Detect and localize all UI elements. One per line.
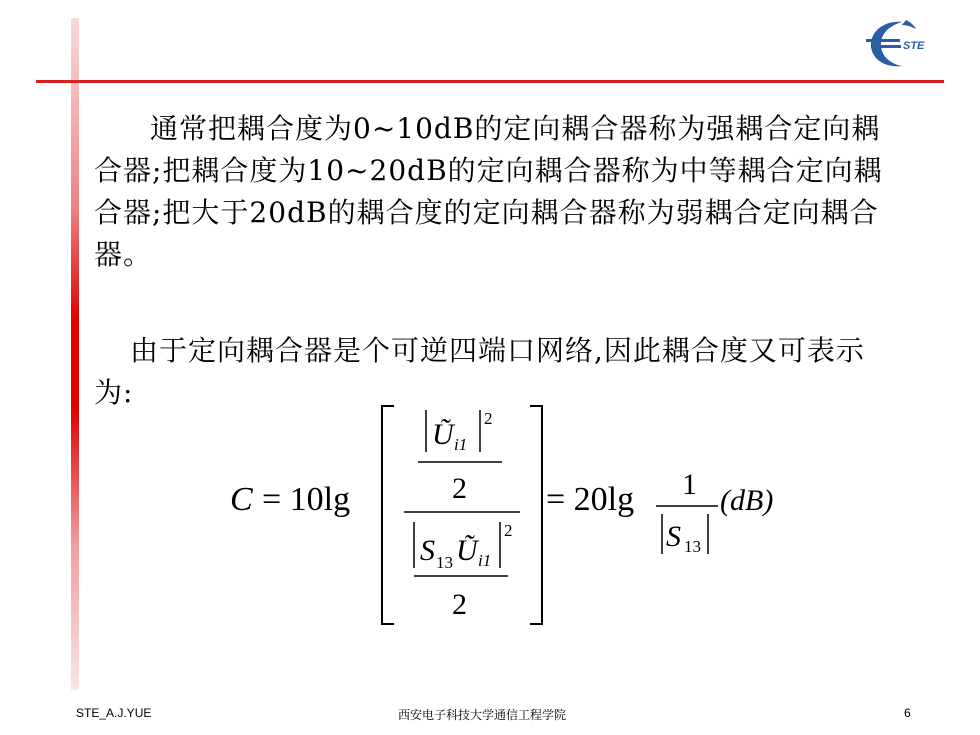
svg-text:2: 2 (452, 472, 467, 505)
footer-institution: 西安电子科技大学通信工程学院 (398, 708, 567, 722)
footer-author: STE_A.J.YUE (76, 706, 152, 720)
logo-text: STE (903, 40, 925, 52)
svg-text:Ũ: Ũ (432, 418, 454, 451)
paragraph1-text: 通常把耦合度为0~10dB的定向耦合器称为强耦合定向耦合器;把耦合度为10~20dB的定向耦合器称为中等耦合定向耦合器;把大于20dB的耦合度的定向耦合器称为弱耦合定向耦合器。 (94, 112, 883, 271)
svg-text:S: S (666, 520, 681, 553)
svg-text:1: 1 (682, 468, 697, 501)
svg-text:2: 2 (452, 588, 467, 621)
paragraph2-text: 由于定向耦合器是个可逆四端口网络,因此耦合度又可表示为: (94, 334, 865, 409)
paragraph-coupling-classification (94, 108, 894, 276)
svg-text:i1: i1 (478, 551, 492, 570)
svg-text:2: 2 (484, 409, 493, 428)
svg-text:S: S (420, 534, 435, 567)
svg-text:C: C (230, 481, 253, 518)
svg-text:2: 2 (504, 521, 513, 540)
svg-text:Ũ: Ũ (456, 534, 478, 567)
svg-text:(dB): (dB) (720, 484, 774, 517)
coupling-formula (230, 402, 810, 634)
svg-text:i1: i1 (454, 435, 468, 454)
formula-svg (230, 402, 810, 634)
ste-logo (862, 16, 926, 72)
svg-text:13: 13 (436, 553, 453, 572)
left-decorative-bar (71, 18, 79, 690)
top-divider-line (36, 80, 944, 83)
svg-text:13: 13 (684, 537, 701, 556)
footer-page-number: 6 (904, 706, 911, 720)
svg-text:= 10lg: = 10lg (262, 481, 351, 518)
svg-text:= 20lg: = 20lg (546, 481, 635, 518)
